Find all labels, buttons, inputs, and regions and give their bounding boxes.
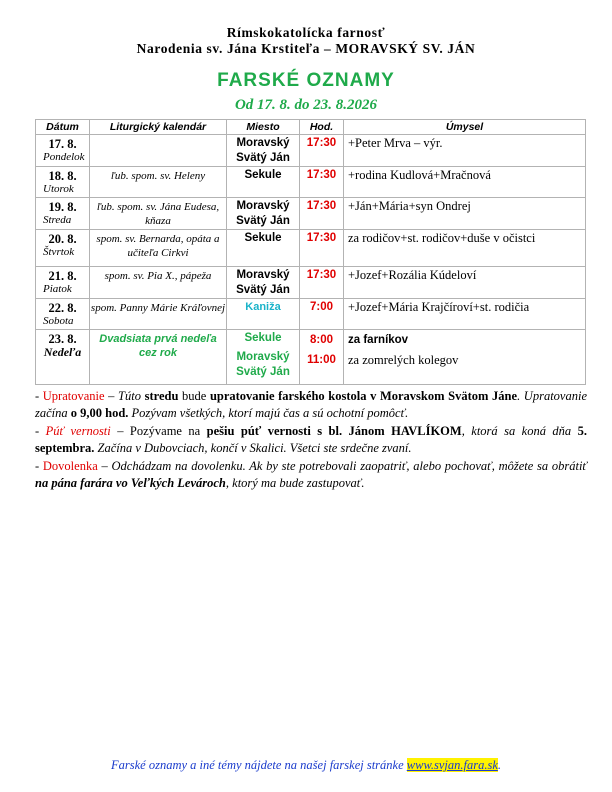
col-header-liturgy: Liturgický kalendár <box>90 120 227 135</box>
day-name: Štvrtok <box>43 246 75 258</box>
parish-name: Rímskokatolícka farnosť <box>226 25 386 40</box>
place-cell: Kaniža <box>227 299 300 330</box>
note-label: Upratovanie <box>42 389 105 403</box>
note-label: Púť vernosti <box>45 424 111 438</box>
website-link[interactable]: www.svjan.fara.sk <box>406 758 498 772</box>
place-1: Sekule <box>244 332 282 344</box>
note-text: Pozývam všetkých, ktorí majú čas a sú ochotní pomôcť. <box>128 405 409 420</box>
intention-cell: +Ján+Mária+syn Ondrej <box>344 198 586 230</box>
note-cleaning: - Upratovanie – Túto stredu bude upratovanie farského kostola v Moravskom Svätom Jáne. Upratovanie začína o 9,00 hod. Pozývam všetkých, ktorí majú čas a sú ochotní pomôcť. <box>35 389 587 420</box>
note-text: pešiu púť vernosti s bl. Jánom HAVLÍKOM <box>206 424 462 438</box>
liturgy-cell: spom. sv. Bernarda, opáta a učiteľa Cirkvi <box>90 230 227 267</box>
date-cell <box>36 299 90 330</box>
time-cell: 17:30 <box>300 135 344 167</box>
liturgy-cell: Dvadsiata prvá nedeľa cez rok <box>90 330 227 385</box>
day-name: Streda <box>43 214 72 226</box>
time-cell: 17:30 <box>300 230 344 267</box>
date-number: 20. 8. <box>48 232 77 246</box>
time-cell: 17:30 <box>300 167 344 198</box>
place-cell: Moravský Svätý Ján <box>227 198 300 230</box>
note-text: 5. septembra. <box>35 424 587 455</box>
table-row <box>36 230 586 267</box>
table-header-row <box>36 120 586 135</box>
table-row <box>36 267 586 299</box>
note-text: Začína v Dubovciach, končí v Skalici. Všetci ste srdečne zvaní. <box>94 440 412 455</box>
time-cell: 17:30 <box>300 267 344 299</box>
intention-1: za farníkov <box>348 334 409 346</box>
date-cell <box>36 167 90 198</box>
note-text: . Upratovanie začína <box>35 389 587 420</box>
time-cell: 17:30 <box>300 198 344 230</box>
date-cell <box>36 198 90 230</box>
date-cell <box>36 267 90 299</box>
intention-cell: +rodina Kudlová+Mračnová <box>344 167 586 198</box>
day-name: Utorok <box>43 183 74 195</box>
note-text: , ktorý ma bude zastupovať. <box>225 475 365 490</box>
day-name: Pondelok <box>43 151 85 163</box>
table-row <box>36 299 586 330</box>
note-pilgrimage: - Púť vernosti – Pozývame na pešiu púť vernosti s bl. Jánom HAVLÍKOM, ktorá sa koná dňa 5. septembra. Začína v Dubovciach, končí v Skalici. Všetci ste srdečne zvaní. <box>35 424 587 455</box>
table-row <box>36 330 586 385</box>
note-text: na pána farára vo Veľkých Levároch <box>35 475 226 490</box>
note-text: – Odchádzam na dovolenku. Ak by ste potrebovali zaopatriť, alebo pochovať, môžete sa obrátiť <box>97 459 587 473</box>
day-name: Piatok <box>43 283 72 295</box>
date-number: 23. 8. <box>48 332 77 346</box>
note-text: o 9,00 hod. <box>70 405 129 420</box>
note-vacation: - Dovolenka – Odchádzam na dovolenku. Ak by ste potrebovali zaopatriť, alebo pochovať, môžete sa obrátiť na pána farára vo Veľkých Levároch, ktorý ma bude zastupovať. <box>35 459 587 490</box>
col-header-date: Dátum <box>36 120 90 135</box>
note-text: – Pozývame na <box>110 424 207 438</box>
intention-2: za zomrelých kolegov <box>348 353 459 367</box>
date-number: 17. 8. <box>48 137 77 151</box>
intention-cell: +Jozef+Rozália Kúdeloví <box>344 267 586 299</box>
place-cell: Moravský Svätý Ján <box>227 135 300 167</box>
note-text: – Túto <box>104 389 145 403</box>
note-text: bude <box>178 389 210 403</box>
liturgy-cell: spom. Panny Márie Kráľovnej <box>90 299 227 330</box>
intention-cell <box>344 330 586 385</box>
time-2: 11:00 <box>307 354 336 366</box>
table-row <box>36 198 586 230</box>
date-number: 22. 8. <box>48 301 77 315</box>
table-row <box>36 135 586 167</box>
time-cell <box>300 330 344 385</box>
date-range: Od 17. 8. do 23. 8.2026 <box>234 97 378 113</box>
day-name: Nedeľa <box>43 345 82 359</box>
col-header-intention: Úmysel <box>344 120 586 135</box>
day-name: Sobota <box>43 315 74 327</box>
footer-end: . <box>497 758 501 772</box>
note-text: , ktorá sa koná dňa <box>461 424 578 438</box>
place-2: Moravský Svätý Ján <box>236 351 290 378</box>
liturgy-cell: spom. sv. Pia X., pápeža <box>90 267 227 299</box>
place-cell: Moravský Svätý Ján <box>227 267 300 299</box>
col-header-time: Hod. <box>300 120 344 135</box>
intention-cell: za rodičov+st. rodičov+duše v očistci <box>344 230 586 267</box>
footer <box>0 758 612 773</box>
place-cell: Sekule <box>227 167 300 198</box>
liturgy-cell <box>90 135 227 167</box>
time-cell: 7:00 <box>300 299 344 330</box>
mass-schedule-table <box>35 119 586 385</box>
col-header-place: Miesto <box>227 120 300 135</box>
liturgy-cell: ľub. spom. sv. Heleny <box>90 167 227 198</box>
note-text: stredu <box>144 389 179 403</box>
date-cell <box>36 330 90 385</box>
note-text: upratovanie farského kostola v Moravskom Svätom Jáne <box>209 389 518 403</box>
date-number: 19. 8. <box>48 200 77 214</box>
place-cell <box>227 330 300 385</box>
announcements <box>35 388 587 493</box>
page-title: FARSKÉ OZNAMY <box>217 70 395 91</box>
date-number: 18. 8. <box>48 169 77 183</box>
date-cell <box>36 230 90 267</box>
footer-text: Farské oznamy a iné témy nájdete na našej farskej stránke <box>111 758 407 772</box>
date-number: 21. 8. <box>48 269 77 283</box>
parish-location: Narodenia sv. Jána Krstiteľa – MORAVSKÝ SV. JÁN <box>136 41 476 56</box>
intention-cell: +Peter Mrva – výr. <box>344 135 586 167</box>
note-label: Dovolenka <box>42 459 98 473</box>
table-row <box>36 167 586 198</box>
place-cell: Sekule <box>227 230 300 267</box>
date-cell <box>36 135 90 167</box>
intention-cell: +Jozef+Mária Krajčíroví+st. rodičia <box>344 299 586 330</box>
time-1: 8:00 <box>309 334 334 346</box>
liturgy-cell: ľub. spom. sv. Jána Eudesa, kňaza <box>90 198 227 230</box>
